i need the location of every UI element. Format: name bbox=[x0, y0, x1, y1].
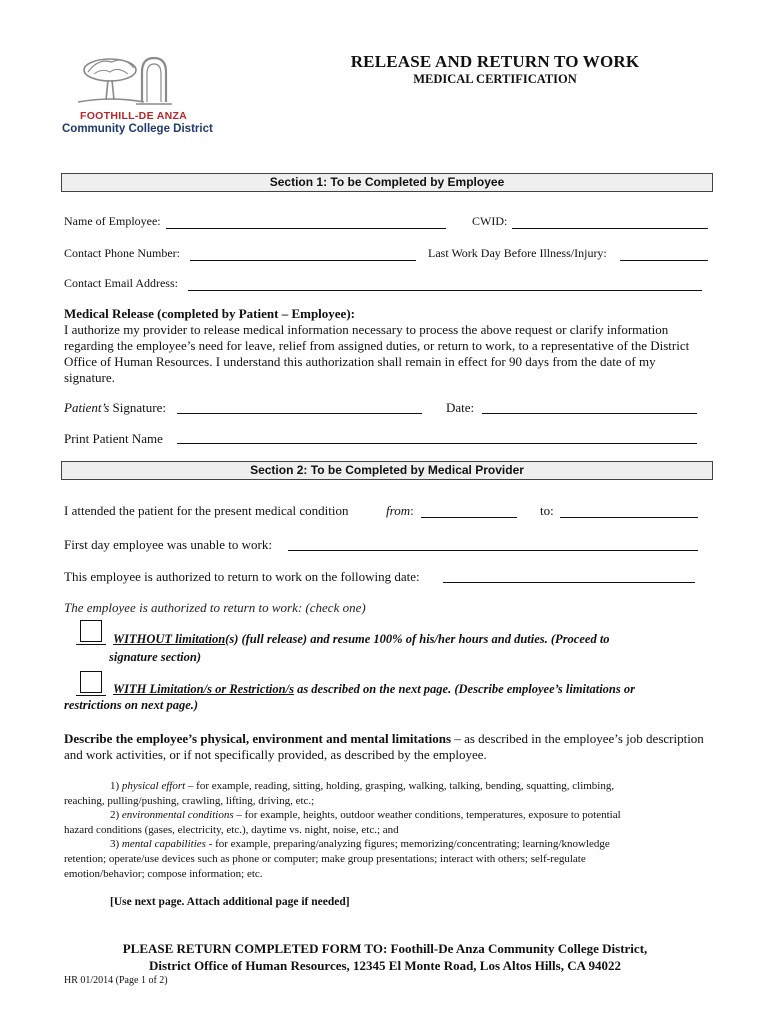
signature-label-rest: Signature: bbox=[109, 400, 166, 415]
item-physical-effort bbox=[110, 779, 614, 794]
without-limitation-rest: (s) (full release) and resume 100% of his/her hours and duties. (Proceed to bbox=[225, 632, 610, 646]
patient-signature-label bbox=[64, 400, 166, 416]
checkbox-underline bbox=[76, 644, 106, 645]
return-date-field[interactable] bbox=[443, 582, 695, 583]
from-word: from bbox=[386, 503, 411, 518]
return-instructions-line-2: District Office of Human Resources, 12345 El Monte Road, Los Altos Hills, CA 94022 bbox=[148, 958, 622, 973]
return-instructions-line-1: PLEASE RETURN COMPLETED FORM TO: Foothill-De Anza Community College District, bbox=[122, 941, 648, 956]
check-one-label: The employee is authorized to return to work: (check one) bbox=[64, 600, 366, 615]
item-term: physical effort bbox=[121, 780, 186, 792]
patient-signature-field[interactable] bbox=[177, 413, 422, 414]
from-date-field[interactable] bbox=[421, 517, 517, 518]
date-label: Date: bbox=[446, 400, 475, 415]
describe-rest: – as described in the employee’s job description and work activities, or if not specifically provided, as described by the employee. bbox=[64, 731, 704, 762]
item-physical-effort-line-2: reaching, pulling/pushing, crawling, lifting, driving, etc.; bbox=[64, 795, 315, 807]
item-environmental-conditions-line-2: hazard conditions (gases, electricity, etc.), daytime vs. night, noise, etc.; and bbox=[64, 824, 399, 836]
section-1-heading: Section 1: To be Completed by Employee bbox=[61, 173, 713, 192]
from-label bbox=[386, 503, 414, 519]
signature-date-field[interactable] bbox=[482, 413, 697, 414]
first-day-unable-label: First day employee was unable to work: bbox=[64, 537, 272, 552]
cwid-label: CWID: bbox=[472, 214, 508, 228]
without-limitation-label bbox=[113, 632, 610, 647]
item-environmental-conditions bbox=[110, 808, 621, 823]
from-colon: : bbox=[410, 503, 414, 518]
last-work-day-label: Last Work Day Before Illness/Injury: bbox=[428, 246, 607, 260]
to-label: to: bbox=[540, 503, 554, 518]
with-limitation-checkbox[interactable] bbox=[80, 671, 102, 693]
logo-line-1: FOOTHILL-DE ANZA bbox=[80, 110, 188, 122]
print-patient-name-label: Print Patient Name bbox=[64, 431, 163, 446]
without-limitation-underlined: WITHOUT limitation bbox=[113, 632, 226, 646]
item-number: 1) bbox=[110, 780, 122, 792]
item-mental-capabilities-line-3: emotion/behavior; compose information; etc. bbox=[64, 868, 263, 880]
with-limitation-underlined: WITH Limitation/s or Restriction/s bbox=[113, 682, 294, 696]
first-day-unable-field[interactable] bbox=[288, 550, 698, 551]
with-limitation-line-2: restrictions on next page.) bbox=[64, 698, 199, 712]
contact-phone-label: Contact Phone Number: bbox=[64, 246, 180, 260]
item-mental-capabilities bbox=[110, 837, 610, 852]
describe-bold: Describe the employee’s physical, environment and mental limitations bbox=[64, 731, 452, 746]
logo-line-2: Community College District bbox=[62, 123, 213, 135]
checkbox-underline bbox=[76, 695, 106, 696]
without-limitation-checkbox[interactable] bbox=[80, 620, 102, 642]
form-subtitle: MEDICAL CERTIFICATION bbox=[413, 72, 577, 86]
cwid-field[interactable] bbox=[512, 228, 708, 229]
item-number: 2) bbox=[110, 809, 122, 821]
signature-label-italic: Patient’s bbox=[64, 400, 110, 415]
to-date-field[interactable] bbox=[560, 517, 698, 518]
medical-release-heading: Medical Release (completed by Patient – Employee): bbox=[64, 306, 355, 321]
with-limitation-label bbox=[113, 682, 635, 697]
oak-tree-arch-logo-icon bbox=[72, 50, 182, 108]
contact-email-label: Contact Email Address: bbox=[64, 276, 178, 290]
attended-label: I attended the patient for the present medical condition bbox=[64, 503, 349, 518]
contact-phone-field[interactable] bbox=[190, 260, 416, 261]
item-text: – for example, heights, outdoor weather conditions, temperatures, exposure to potential bbox=[233, 809, 621, 821]
contact-email-field[interactable] bbox=[188, 290, 702, 291]
medical-release-text: I authorize my provider to release medical information necessary to process the above request or clarify information regarding the employee’s need for leave, relief from assigned duties, or return to work, to a representative of the District Office of Human Resources. I understand this authorization shall remain in effect for 90 days from the date of my signature. bbox=[64, 322, 690, 385]
section-2-heading: Section 2: To be Completed by Medical Provider bbox=[61, 461, 713, 480]
item-mental-capabilities-line-2: retention; operate/use devices such as phone or computer; make group presentations; interact with others; self-regulate bbox=[64, 853, 586, 865]
print-patient-name-field[interactable] bbox=[177, 443, 697, 444]
item-text: - for example, preparing/analyzing figures; memorizing/concentrating; learning/knowledge bbox=[205, 838, 610, 850]
form-title: RELEASE AND RETURN TO WORK bbox=[350, 52, 640, 71]
district-logo bbox=[60, 50, 230, 140]
last-work-day-field[interactable] bbox=[620, 260, 708, 261]
without-limitation-line-2: signature section) bbox=[109, 650, 202, 664]
form-id: HR 01/2014 (Page 1 of 2) bbox=[64, 975, 168, 986]
item-text: – for example, reading, sitting, holding, grasping, walking, talking, bending, squatting, climbing, bbox=[185, 780, 615, 792]
with-limitation-rest: as described on the next page. (Describe employee’s limitations or bbox=[293, 682, 635, 696]
return-date-label: This employee is authorized to return to work on the following date: bbox=[64, 569, 420, 584]
item-term: mental capabilities bbox=[121, 838, 206, 850]
employee-name-label: Name of Employee: bbox=[64, 214, 161, 228]
next-page-note: [Use next page. Attach additional page if needed] bbox=[110, 896, 350, 908]
item-term: environmental conditions bbox=[121, 809, 234, 821]
item-number: 3) bbox=[110, 838, 122, 850]
employee-name-field[interactable] bbox=[166, 228, 446, 229]
describe-limitations-text bbox=[64, 731, 704, 763]
